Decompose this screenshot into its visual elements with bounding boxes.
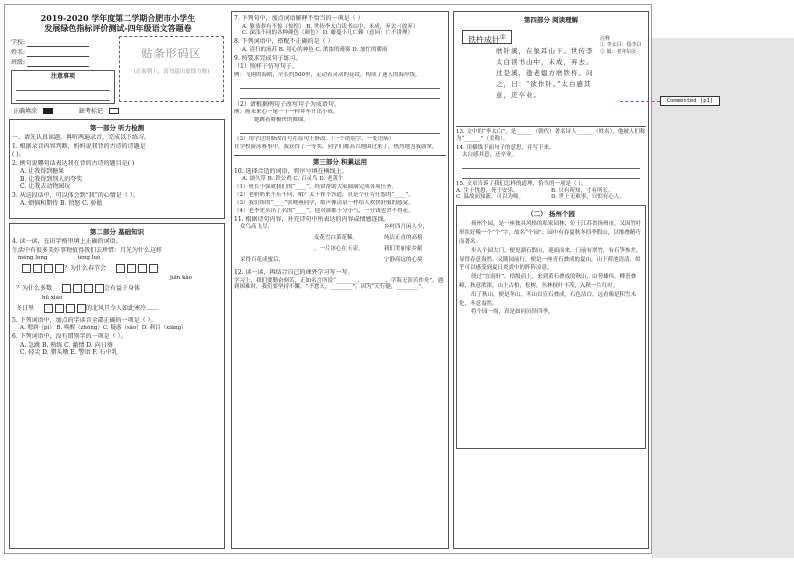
comment-sidebar [652, 38, 794, 558]
q10-options[interactable]: A. 颂久草 B. 铁公鸡 C. 百灵鸟 D. 老黄牛 [242, 176, 344, 183]
notes-title: 注意事项 [50, 73, 75, 80]
school-label: 学校: [11, 39, 26, 46]
story-title-box [462, 30, 512, 44]
q2-option-b[interactable]: B. 让我得到别人的夸奖 [20, 175, 83, 183]
story-text: 磨针溪，在象耳山下。世传李太白读书山中，未成，弃去。过是溪，逢老媪方磨铁杵。问之，曰：“欲作针。”太白感其意，还卒业。 [496, 47, 594, 100]
normal-fill-sample [43, 108, 53, 114]
q10-text: 10. 选择合适的词语，将序号填在横线上。 [234, 167, 348, 175]
part2-box [9, 223, 225, 549]
q1-end: ( )。 [12, 151, 25, 159]
q14-answer-line-1[interactable] [462, 161, 640, 169]
barcode-note: (正面朝上，请勿超出虚线方框) [133, 68, 210, 75]
left-column [9, 11, 227, 551]
notes-label: 注释 [600, 36, 611, 43]
q6-options-2[interactable]: C. 轻尖 D. 猎头墩 E. 警语 F. 石中乳 [20, 349, 118, 357]
class-label: 班级: [11, 59, 26, 66]
q2-option-c[interactable]: C. 让我去动物园玩 [20, 183, 71, 191]
q4-body: 生活中有很多美好事物值得我们去珍惜：月光为什么这样 [12, 246, 163, 254]
barcode-area [119, 36, 224, 102]
comment-connector [620, 101, 660, 102]
story-title: 铁杵成针 [468, 35, 501, 45]
notes-box [11, 70, 115, 104]
q9-sentence: 在学校游泳赛事中，我获得了一等奖，同学们都高兴地围过来了，热烈地为我鼓掌， [234, 143, 438, 150]
passage-box [456, 205, 646, 449]
answer-boxes-2[interactable] [116, 264, 158, 273]
q3-options[interactable]: A. 烦恼和期待 B. 悄怒 C. 骄傲 [20, 200, 103, 208]
q6-text: 6. 下列词语中，没有错别字的一项是（ ）。 [12, 333, 127, 341]
passage-p2: 步入个园大门，便见湖石假山，迎面而来，门前有翠竹，有石笋参差，显得春意盎然。又随园前行，便是一座青石叠成的夏山，山下荷池清清，似乎可以感受到夏日炎炎中的阵阵凉意。 [459, 247, 642, 272]
missing-mark-box[interactable] [109, 108, 119, 114]
q1-text: 1. 根据录音内容判断，妈妈说我背的古诗的诗题是 [12, 142, 146, 150]
pinyin-1: měng lóng [18, 255, 48, 262]
missing-mark-label: 缺考标记 [79, 108, 104, 115]
q7-option-c[interactable]: C. 深浅不同的各种颜色（颜色） D. 藤蔓小儿亡赖（意同：亡不讲理） [242, 30, 413, 37]
q9-answer-line-2[interactable] [240, 91, 440, 99]
q15-option-b[interactable]: B. 只有所知，寸有所长。 [551, 187, 614, 194]
line-a: ？为什么春节会 [64, 264, 107, 272]
poem-line-2: 乡村四月闲人少， [384, 224, 429, 230]
right-column [453, 11, 649, 549]
line-c: 会有益于身体 [104, 284, 141, 292]
middle-column [231, 11, 449, 549]
q9-note: （2）请根据例句子改写句子为成语句。 [234, 100, 340, 108]
part3-heading: 第三部分 积累运用 [234, 155, 446, 166]
q5-text: 5. 下列词语中，加点的字读音全部正确的一项是（ ）。 [12, 316, 157, 324]
mark-row [13, 108, 223, 116]
note-1: ① 李太白：指李白 [600, 42, 642, 49]
q3-text: 3. 从这段话中，可以体会到“我”的心情是（ ）。 [12, 191, 139, 199]
q9-example-3: 她跳着舞极快的舞曲。 [254, 116, 310, 123]
q14-text: 14. 用横线下面句子的意思，并写下来。 [456, 144, 555, 151]
poem-line-7: 采得百花成蜜后， [240, 257, 285, 263]
q8-options[interactable]: A. 清扫的流苏 B. 用心的神色 C. 浓浓的薄雾 D. 加忙的暖雨 [242, 46, 388, 53]
answer-boxes-4[interactable] [44, 304, 86, 313]
q12-text: 12. 读一读，再结合自己的课外学习写一写。 [234, 269, 354, 276]
footnote-mark: ① [500, 33, 506, 42]
q9-text: 9. 按要求完成句子练习。 [234, 54, 302, 62]
passage-p4: 出了秋山，便是冬山，冬山以宣石叠成，石色洁白，远看像是积雪未化，冬意盎然。 [459, 291, 637, 307]
q15-option-d[interactable]: D. 世上无难事，只怕有心人。 [551, 194, 625, 201]
poem-line-8: 宁静高远的心境 [384, 257, 423, 263]
q9-example: 例：飞翔的海鸥，全长约500里，走动着灵动的花纹，构成了迷人的海岸线。 [234, 71, 421, 78]
part1-intro: 一、请先认真读题，再听两遍录音，完成以下练习。 [12, 134, 151, 142]
passage-p1: 扬州个园，是一座独具风格的私家园林，位于江苏省扬州市，又因竹叶形状好像一个“个”字，故名“个园”。园中有春夏秋冬四季假山，以堆叠精巧而著名。 [459, 221, 642, 245]
part2-heading: 第二部分 基础知识 [89, 228, 145, 236]
q14-sentence: 太白感其意，还卒业。 [462, 151, 518, 158]
q9-answer-line-1[interactable] [240, 81, 440, 89]
answer-boxes-3[interactable] [62, 284, 104, 293]
comment-tag[interactable]: Commented [p1] [660, 96, 720, 106]
info-block [9, 36, 227, 106]
title-line1: 2019-2020 学年度第二学期合肥市小学生 [40, 13, 196, 23]
title-line2: 发展绿色指标评价测试-四年级语文答题卷 [44, 23, 192, 33]
q15-text: 15. 文章告诉了我们怎样的道理，恰当的一项是（ ）。 [456, 180, 587, 187]
q9-answer-line-3[interactable] [240, 126, 440, 134]
poem-line-5: ，一片冰心在玉壶。 [314, 246, 364, 252]
q2-option-a[interactable]: A. 让我得到糖果 [20, 168, 65, 176]
q13-text: 13. 文中的“李太白”，是______（朝代）著名诗人______（姓名），他被人们称为“______”（美称）。 [456, 126, 646, 143]
q7-text: 7. 下列句中，加点词语解释不恰当的一项是（ ） [234, 15, 364, 22]
q10-2: （2）老奶奶来不乐不问，哦？关于作不答道，真是个任劳任怨的“____”。 [234, 191, 414, 198]
note-2: ② 媪：老年妇女 [600, 48, 637, 55]
notes-side [600, 36, 648, 55]
q9-example-2: 例：画未来心一尾一千一样拜车升出小成。 [234, 109, 339, 115]
passage-p5: 将个园一周，真是如同历经四季。 [471, 309, 554, 316]
line-e: 冬日里 [16, 304, 35, 312]
q15-option-a[interactable]: A. 生于忧患，死于安乐。 [456, 187, 519, 194]
answer-sheet [4, 4, 652, 554]
q2-text: 2. 例句说哪句话表达我在背的古诗的题目是( ) [12, 159, 135, 167]
q10-3: （3）我们组的“____”张晓燕同学，歌声像清泉一样给人欢快舒服的感觉。 [234, 199, 414, 206]
q7-option-a[interactable]: A. 躯恭恭有不惊（惊惶） B. 世传李太白读书山中，未成，弃去（放弃） [242, 23, 419, 30]
q6-options-1[interactable]: A. 急跳 B. 熟练 C. 激情 D. 向日葵 [20, 341, 113, 349]
poem-line-6: 我们美丽家乡献 [384, 246, 423, 252]
passage-p3: 绕过“宜雨轩”，拾级而上，来到黄石叠成的秋山，山势雄伟，峰峦叠嶂，秋意浓浓，山上古柏、松树，丛林枝叶丰茂，入秋一片红叶。 [459, 274, 637, 289]
pinyin-2: téng luò [77, 255, 101, 262]
pinyin-3: jiān kǎo [170, 275, 192, 281]
poem-line-3: 麦花雪白菜花稀。 [314, 235, 359, 241]
class-field[interactable] [27, 61, 89, 67]
part1-heading: 第一部分 听力检测 [89, 124, 145, 132]
part1-box [9, 119, 225, 219]
answer-boxes-1[interactable] [22, 264, 64, 273]
q9-modify: （3）用学过的修改符号在原句上修改。（一个错别字，一处语病） [234, 135, 395, 142]
q9-sub1: （1）照样子仿写句子。 [234, 63, 298, 71]
poem-line-4: 纯洁正直的高格 [384, 235, 423, 241]
name-label: 姓名: [11, 49, 26, 56]
poem-line-1: 众鸟高飞尽， [240, 224, 274, 230]
normal-fill-label: 正确填涂 [13, 108, 38, 115]
line-f: 的北风只令人如此寒冷…… [86, 304, 159, 312]
q12-body: 学习上，我们要勤奋刻苦，正如名言所说“________，________，学海无涯苦作舟”，遇到困难时，我们要坚持不懈，“不怠天，________”，因为“天行健，________”。 [234, 277, 444, 291]
q15-option-c[interactable]: C. 温故而知新，可以为师。 [456, 194, 525, 201]
story-block [456, 26, 646, 126]
q4-text: 4. 读一读，在田字格里填上正确的词语。 [12, 238, 122, 246]
line-b: ？为什么多数 [16, 284, 53, 292]
q14-answer-line-2[interactable] [462, 171, 640, 179]
q10-1: （1）班长小强就我们的“____”，经常帮助大家圆满完成各项任务。 [234, 184, 398, 190]
q10-4: （4）老李先头出了名的“____”，他对谁都十分小气，一分钱也舍不得花。 [234, 207, 414, 214]
barcode-text: 贴条形码区 [141, 47, 202, 60]
school-field[interactable] [27, 41, 89, 47]
part4-heading: 第四部分 阅读理解 [523, 16, 579, 24]
name-field[interactable] [27, 51, 89, 57]
q8-text: 8. 下列词语中，搭配不正确的是（ ） [234, 38, 334, 46]
q5-options[interactable]: A. 嗯到（pí） B. 唤醒（zhōng）C. 疑惑（sāo）D. 刺目（xiāng） [20, 325, 187, 332]
poem-match [234, 224, 446, 268]
pinyin-4: hū xiào [42, 294, 63, 301]
q11-text: 11. 根据诗句内容，补充诗句中所表达的内容或情感连线。 [234, 215, 390, 223]
passage-heading: （二） 扬州个园 [527, 210, 575, 219]
